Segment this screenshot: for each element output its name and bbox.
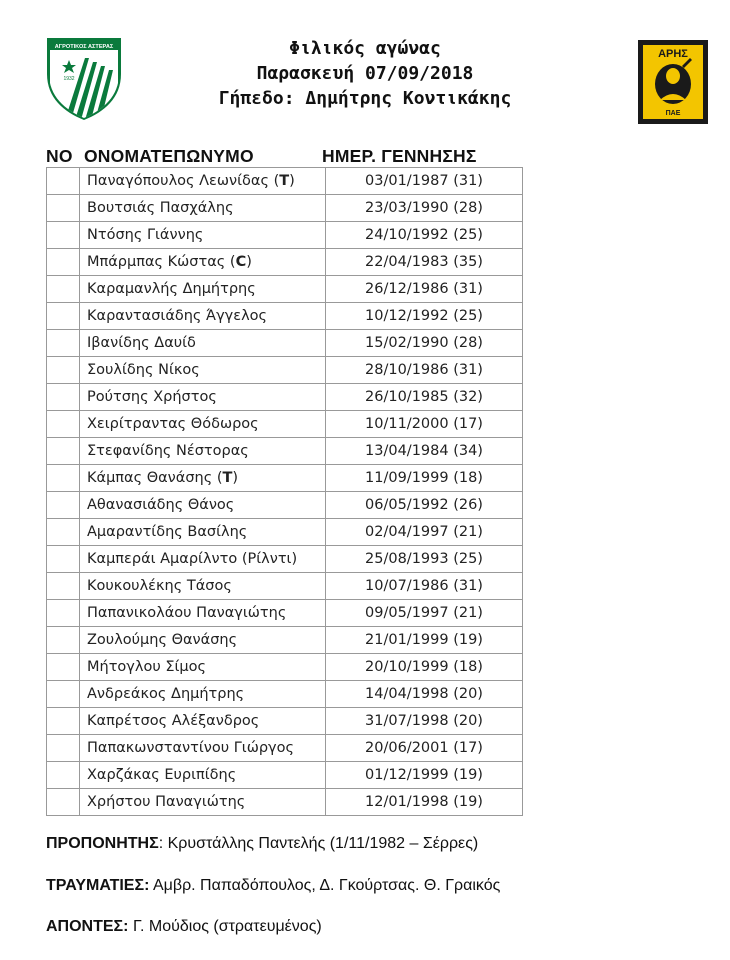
player-name-cell <box>80 600 326 627</box>
row-number-cell <box>47 384 80 411</box>
player-name: Χειρίτραντας Θόδωρος <box>87 416 259 432</box>
player-name: Κάμπας Θανάσης <box>87 470 213 486</box>
table-row <box>47 465 523 492</box>
row-number-cell <box>47 519 80 546</box>
player-name-cell <box>80 762 326 789</box>
table-row <box>47 357 523 384</box>
player-dob: 09/05/1997 (21) <box>326 600 523 627</box>
row-number-cell <box>47 465 80 492</box>
player-name: Βουτσιάς Πασχάλης <box>87 200 234 216</box>
player-name-cell <box>80 330 326 357</box>
player-dob: 02/04/1997 (21) <box>326 519 523 546</box>
player-dob: 22/04/1983 (35) <box>326 249 523 276</box>
table-row <box>47 222 523 249</box>
row-number-cell <box>47 762 80 789</box>
player-role-tag: T <box>222 470 233 486</box>
table-row <box>47 249 523 276</box>
roster-body <box>47 168 523 816</box>
row-number-cell <box>47 627 80 654</box>
player-name: Μήτογλου Σίμος <box>87 659 207 675</box>
player-name: Αθανασιάδης Θάνος <box>87 497 235 513</box>
injured-value: Αμβρ. Παπαδόπουλος, Δ. Γκούρτσας. Θ. Γραικός <box>152 877 501 894</box>
player-name: Παπανικολάου Παναγιώτης <box>87 605 287 621</box>
player-name: Κουκουλέκης Τάσος <box>87 578 232 594</box>
row-number-cell <box>47 573 80 600</box>
row-number-cell <box>47 276 80 303</box>
column-header-dob: ΗΜΕΡ. ΓΕΝΝΗΣΗΣ <box>322 146 477 166</box>
player-name-cell <box>80 546 326 573</box>
player-name-cell <box>80 627 326 654</box>
player-name: Καραμανλής Δημήτρης <box>87 281 256 297</box>
player-name-cell <box>80 438 326 465</box>
player-name: Στεφανίδης Νέστορας <box>87 443 249 459</box>
player-dob: 28/10/1986 (31) <box>326 357 523 384</box>
row-number-cell <box>47 789 80 816</box>
table-row <box>47 492 523 519</box>
logo-left-text: ΑΓΡΟΤΙΚΟΣ ΑΣΤΕΡΑΣ <box>54 44 114 50</box>
player-dob: 15/02/1990 (28) <box>326 330 523 357</box>
table-row <box>47 438 523 465</box>
roster-table <box>46 167 523 816</box>
player-dob: 20/06/2001 (17) <box>326 735 523 762</box>
row-number-cell <box>47 357 80 384</box>
player-name: Ντόσης Γιάννης <box>87 227 204 243</box>
player-name-cell <box>80 681 326 708</box>
table-row <box>47 168 523 195</box>
table-row <box>47 762 523 789</box>
player-name: Παπακωνσταντίνου Γιώργος <box>87 740 295 756</box>
player-name-cell <box>80 708 326 735</box>
player-name: Παναγόπουλος Λεωνίδας <box>87 173 269 189</box>
agrotikos-asteras-logo <box>45 36 123 120</box>
player-name: Καραντασιάδης Άγγελος <box>87 308 268 324</box>
coach-line: ΠΡΟΠΟΝΗΤΗΣ: Κρυστάλλης Παντελής (1/11/1982 – Σέρρες) <box>46 835 479 852</box>
player-dob: 25/08/1993 (25) <box>326 546 523 573</box>
logo-right-text: ΑΡΗΣ <box>658 48 688 60</box>
player-name-cell: Κάμπας Θανάσης (T) <box>80 465 326 492</box>
table-row <box>47 546 523 573</box>
player-name: Μπάρμπας Κώστας <box>87 254 226 270</box>
player-name: Ρούτσης Χρήστος <box>87 389 217 405</box>
column-header-no: ΝΟ <box>46 146 73 166</box>
table-row <box>47 681 523 708</box>
player-name: Καπρέτσος Αλέξανδρος <box>87 713 260 729</box>
player-name: Ιβανίδης Δαυίδ <box>87 335 196 351</box>
table-row <box>47 411 523 438</box>
row-number-cell <box>47 168 80 195</box>
absent-value: Γ. Μούδιος (στρατευμένος) <box>132 918 322 935</box>
row-number-cell <box>47 681 80 708</box>
row-number-cell <box>47 330 80 357</box>
match-stadium: Γήπεδο: Δημήτρης Κοντικάκης <box>218 88 512 109</box>
table-row <box>47 735 523 762</box>
row-number-cell <box>47 303 80 330</box>
row-number-cell <box>47 546 80 573</box>
player-name: Σουλίδης Νίκος <box>87 362 200 378</box>
player-name: Χρήστου Παναγιώτης <box>87 794 246 810</box>
row-number-cell <box>47 438 80 465</box>
logo-right-subtext: ΠΑΕ <box>665 110 681 117</box>
table-row <box>47 600 523 627</box>
player-dob: 26/10/1985 (32) <box>326 384 523 411</box>
player-name: Ανδρεάκος Δημήτρης <box>87 686 245 702</box>
table-row <box>47 789 523 816</box>
match-header <box>200 36 530 111</box>
absent-line <box>46 918 322 936</box>
coach-label: ΠΡΟΠΟΝΗΤΗΣ <box>46 835 159 852</box>
table-row <box>47 303 523 330</box>
player-dob: 14/04/1998 (20) <box>326 681 523 708</box>
table-row <box>47 627 523 654</box>
player-dob: 21/01/1999 (19) <box>326 627 523 654</box>
player-dob: 23/03/1990 (28) <box>326 195 523 222</box>
player-name-cell: Παναγόπουλος Λεωνίδας (T) <box>80 168 326 195</box>
player-name-cell <box>80 384 326 411</box>
player-name: Ζουλούμης Θανάσης <box>87 632 238 648</box>
row-number-cell <box>47 492 80 519</box>
player-dob: 24/10/1992 (25) <box>326 222 523 249</box>
logo-left-year: 1932 <box>63 76 75 82</box>
player-name: Καμπεράι Αμαρίλντο (Ρίλντι) <box>87 551 298 567</box>
player-dob: 01/12/1999 (19) <box>326 762 523 789</box>
player-name-cell <box>80 573 326 600</box>
match-date: Παρασκευή 07/09/2018 <box>256 63 474 84</box>
player-role-tag: C <box>235 254 247 270</box>
player-name-cell <box>80 519 326 546</box>
row-number-cell <box>47 708 80 735</box>
table-row <box>47 276 523 303</box>
player-role-tag: T <box>279 173 290 189</box>
row-number-cell <box>47 195 80 222</box>
player-name-cell <box>80 735 326 762</box>
row-number-cell <box>47 411 80 438</box>
player-dob: 13/04/1984 (34) <box>326 438 523 465</box>
row-number-cell <box>47 735 80 762</box>
match-title: Φιλικός αγώνας <box>289 38 441 59</box>
table-row <box>47 330 523 357</box>
player-name: Αμαραντίδης Βασίλης <box>87 524 248 540</box>
row-number-cell <box>47 654 80 681</box>
player-dob: 10/12/1992 (25) <box>326 303 523 330</box>
player-dob: 26/12/1986 (31) <box>326 276 523 303</box>
player-name-cell: Μπάρμπας Κώστας (C) <box>80 249 326 276</box>
player-dob: 31/07/1998 (20) <box>326 708 523 735</box>
player-dob: 10/11/2000 (17) <box>326 411 523 438</box>
player-dob: 20/10/1999 (18) <box>326 654 523 681</box>
injured-label: ΤΡΑΥΜΑΤΙΕΣ: <box>46 877 150 894</box>
player-name-cell <box>80 357 326 384</box>
absent-label: ΑΠΟΝΤΕΣ: <box>46 918 129 935</box>
player-name: Χαρζάκας Ευριπίδης <box>87 767 237 783</box>
injured-line <box>46 877 500 895</box>
table-row <box>47 195 523 222</box>
player-dob: 11/09/1999 (18) <box>326 465 523 492</box>
table-row <box>47 384 523 411</box>
coach-value: Κρυστάλλης Παντελής (1/11/1982 – Σέρρες) <box>167 835 479 852</box>
row-number-cell <box>47 222 80 249</box>
table-row <box>47 654 523 681</box>
player-name-cell <box>80 303 326 330</box>
player-name-cell <box>80 195 326 222</box>
player-dob: 12/01/1998 (19) <box>326 789 523 816</box>
player-dob: 10/07/1986 (31) <box>326 573 523 600</box>
aris-logo <box>638 40 708 124</box>
player-name-cell <box>80 276 326 303</box>
player-name-cell <box>80 789 326 816</box>
table-row <box>47 573 523 600</box>
player-dob: 06/05/1992 (26) <box>326 492 523 519</box>
player-name-cell <box>80 654 326 681</box>
player-name-cell <box>80 492 326 519</box>
player-dob: 03/01/1987 (31) <box>326 168 523 195</box>
table-row <box>47 708 523 735</box>
table-row <box>47 519 523 546</box>
player-name-cell <box>80 411 326 438</box>
row-number-cell <box>47 600 80 627</box>
player-name-cell <box>80 222 326 249</box>
column-header-name: ΟΝΟΜΑΤΕΠΩΝΥΜΟ <box>84 146 254 166</box>
row-number-cell <box>47 249 80 276</box>
